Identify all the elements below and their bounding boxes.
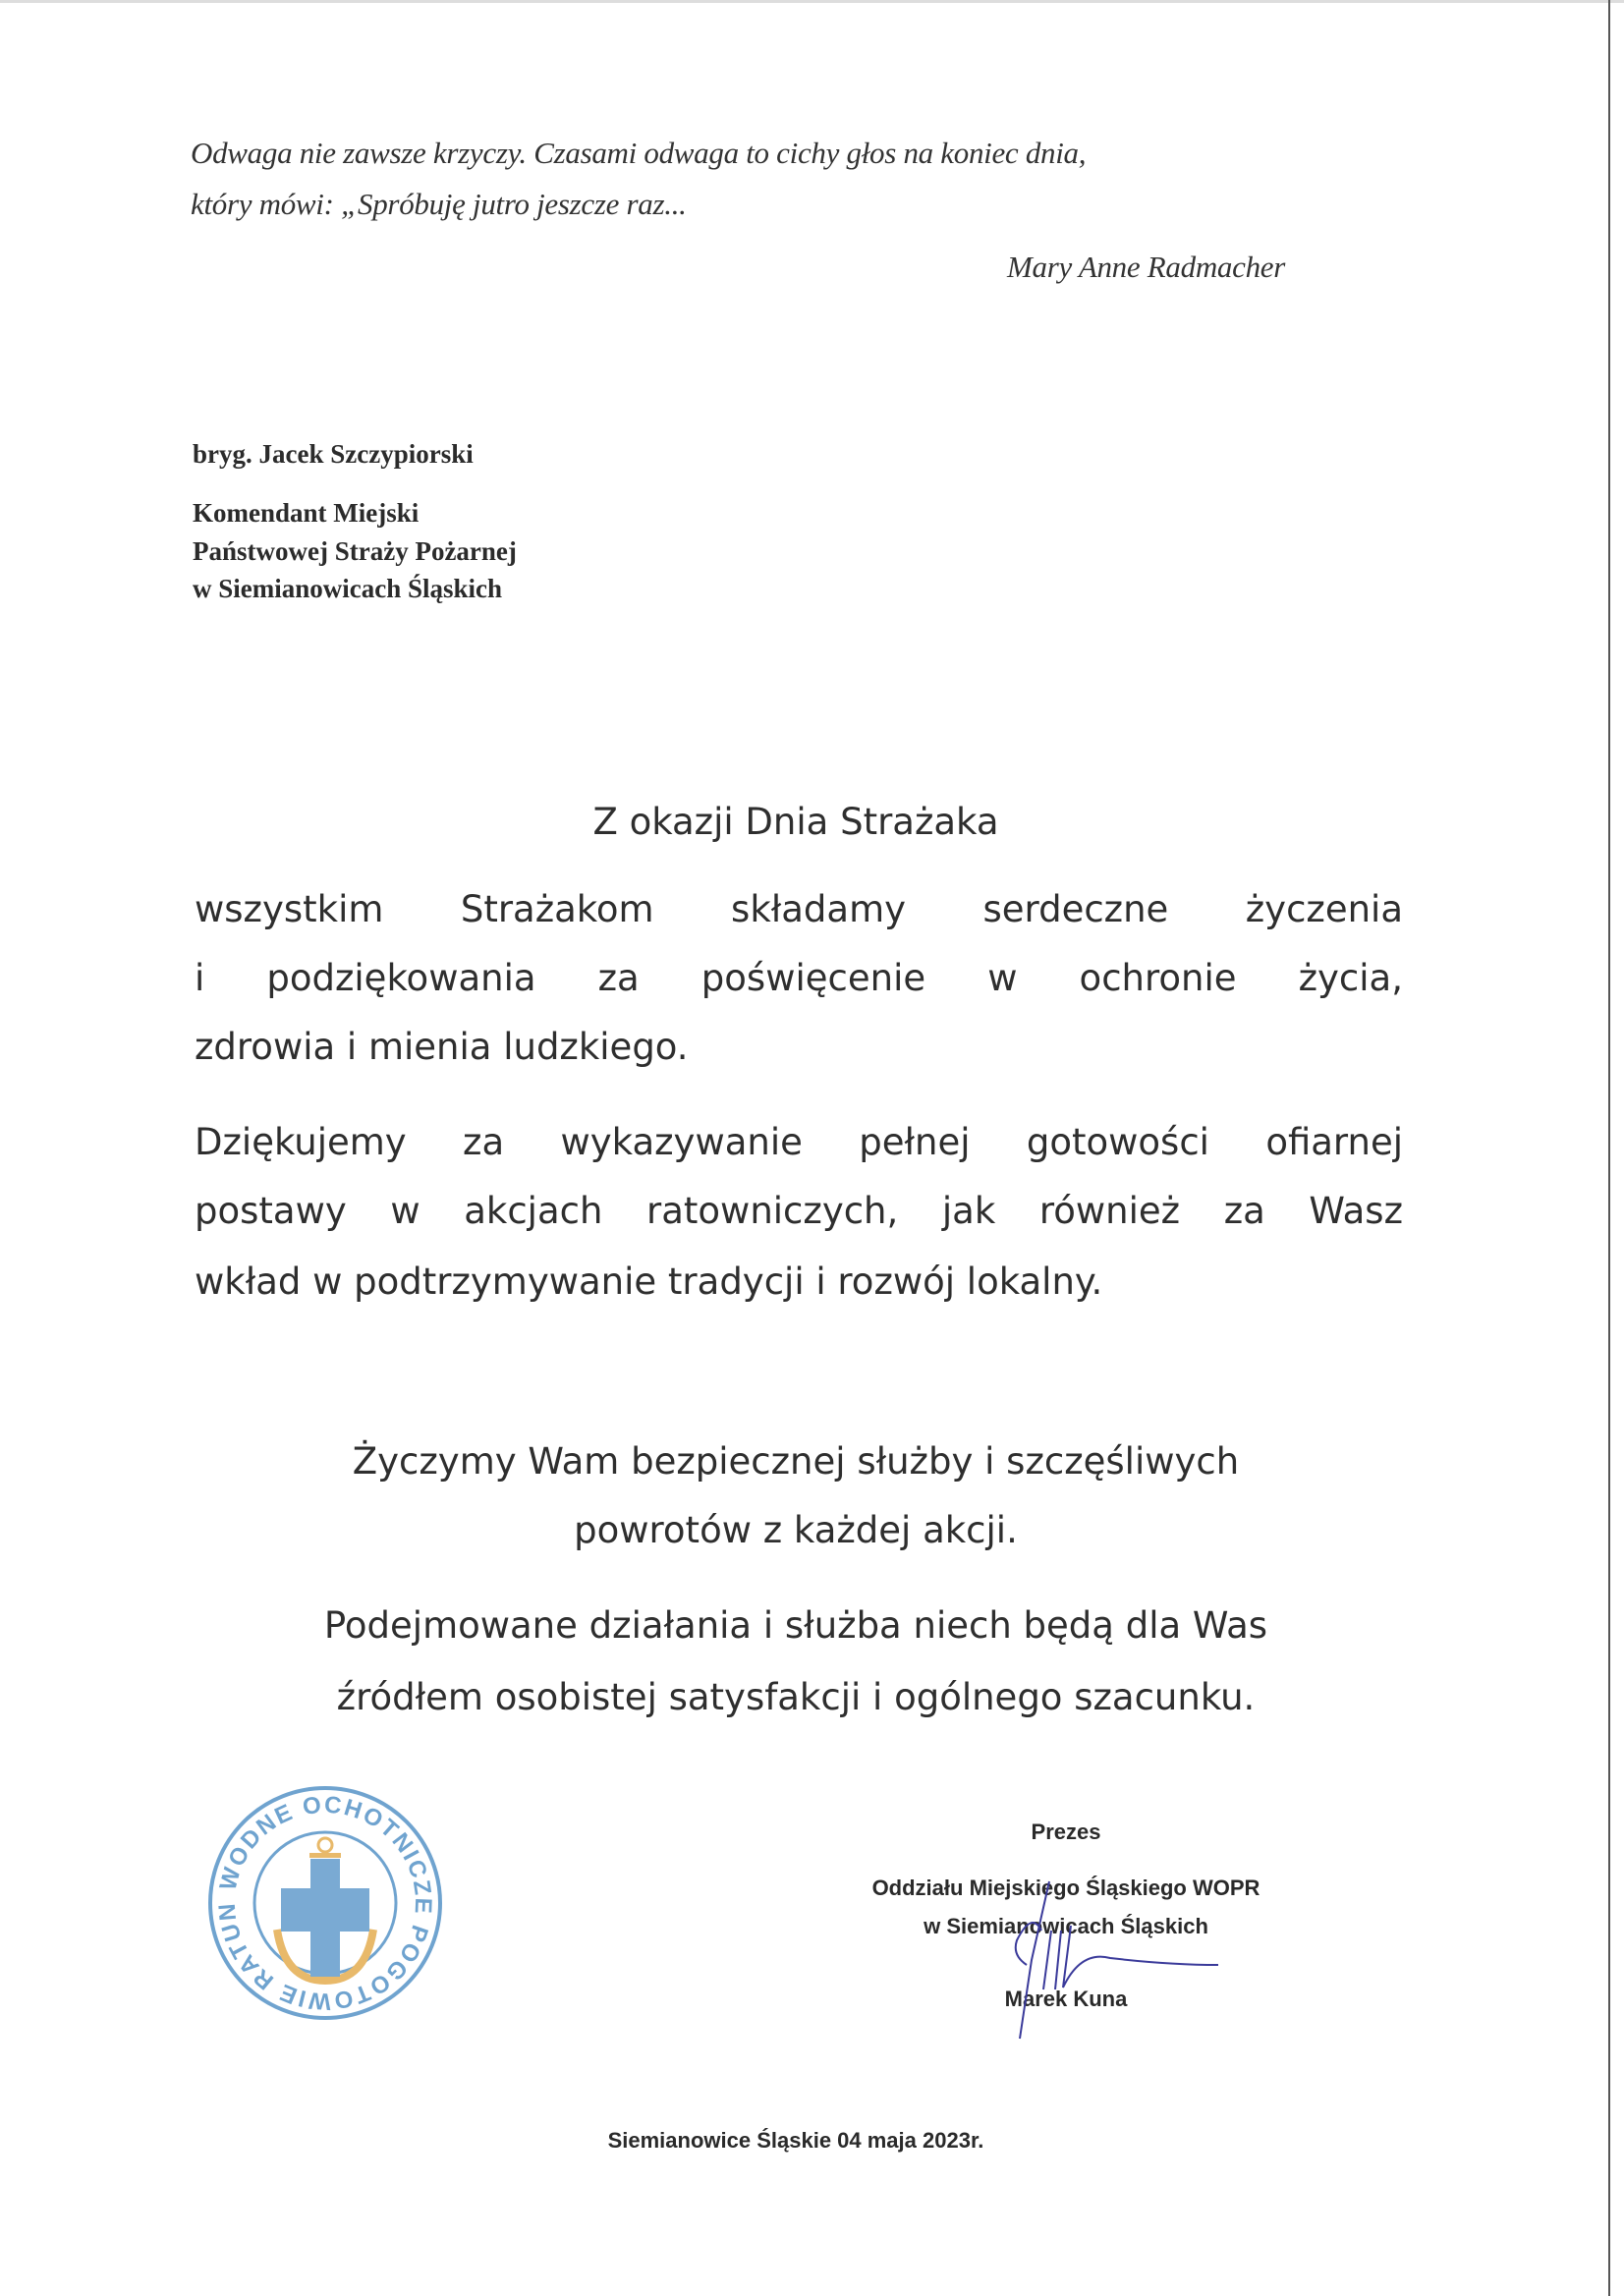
paragraph2-line-1: Dziękujemy za wykazywanie pełnej gotowości ofiarnej: [195, 1121, 1403, 1163]
handwritten-signature: [973, 1872, 1267, 2068]
signature-org-line-1: Oddziału Miejskiego Śląskiego WOPR: [871, 1876, 1260, 1900]
wishes1-line-1: Życzymy Wam bezpiecznej służby i szczęśliwych: [352, 1440, 1240, 1483]
wishes2-line-2: źródłem osobistej satysfakcji i ogólnego szacunku.: [336, 1676, 1256, 1718]
quote-line-2: który mówi: „Spróbuję jutro jeszcze raz...: [191, 187, 687, 221]
quote-line-1: Odwaga nie zawsze krzyczy. Czasami odwaga to cichy głos na koniec dnia,: [191, 136, 1087, 170]
signature-org-line-2: w Siemianowicach Śląskich: [924, 1914, 1208, 1938]
wishes1-line-2: powrotów z każdej akcji.: [574, 1509, 1018, 1551]
paragraph1-line-3: zdrowia i mienia ludzkiego.: [195, 1026, 689, 1068]
addressee-name: bryg. Jacek Szczypiorski: [193, 439, 474, 469]
scan-edge-right: [1608, 0, 1610, 2296]
signature-role: Prezes: [1031, 1820, 1101, 1844]
paragraph1-line-1: wszystkim Strażakom składamy serdeczne życzenia: [195, 888, 1403, 930]
place-and-date: Siemianowice Śląskie 04 maja 2023r.: [607, 2128, 984, 2153]
quote-author: Mary Anne Radmacher: [1007, 250, 1285, 284]
addressee-title-2: Państwowej Straży Pożarnej: [193, 536, 517, 566]
signer-name: Marek Kuna: [1004, 1987, 1128, 2011]
wishes2-line-1: Podejmowane działania i służba niech będą dla Was: [323, 1604, 1268, 1647]
addressee-title-1: Komendant Miejski: [193, 498, 420, 528]
addressee-title-3: w Siemianowicach Śląskich: [193, 574, 503, 603]
svg-text:WODNE OCHOTNICZE POGOTOWIE RAT: WODNE OCHOTNICZE POGOTOWIE RATUN: [213, 1791, 437, 2015]
paragraph2-line-3: wkład w podtrzymywanie tradycji i rozwój lokalny.: [195, 1260, 1103, 1303]
scan-edge-top: [0, 0, 1624, 3]
paragraph2-line-2: postawy w akcjach ratowniczych, jak również za Wasz: [195, 1190, 1403, 1232]
greeting-heading: Z okazji Dnia Strażaka: [592, 801, 999, 843]
paragraph1-line-2: i podziękowania za poświęcenie w ochronie życia,: [195, 957, 1403, 999]
